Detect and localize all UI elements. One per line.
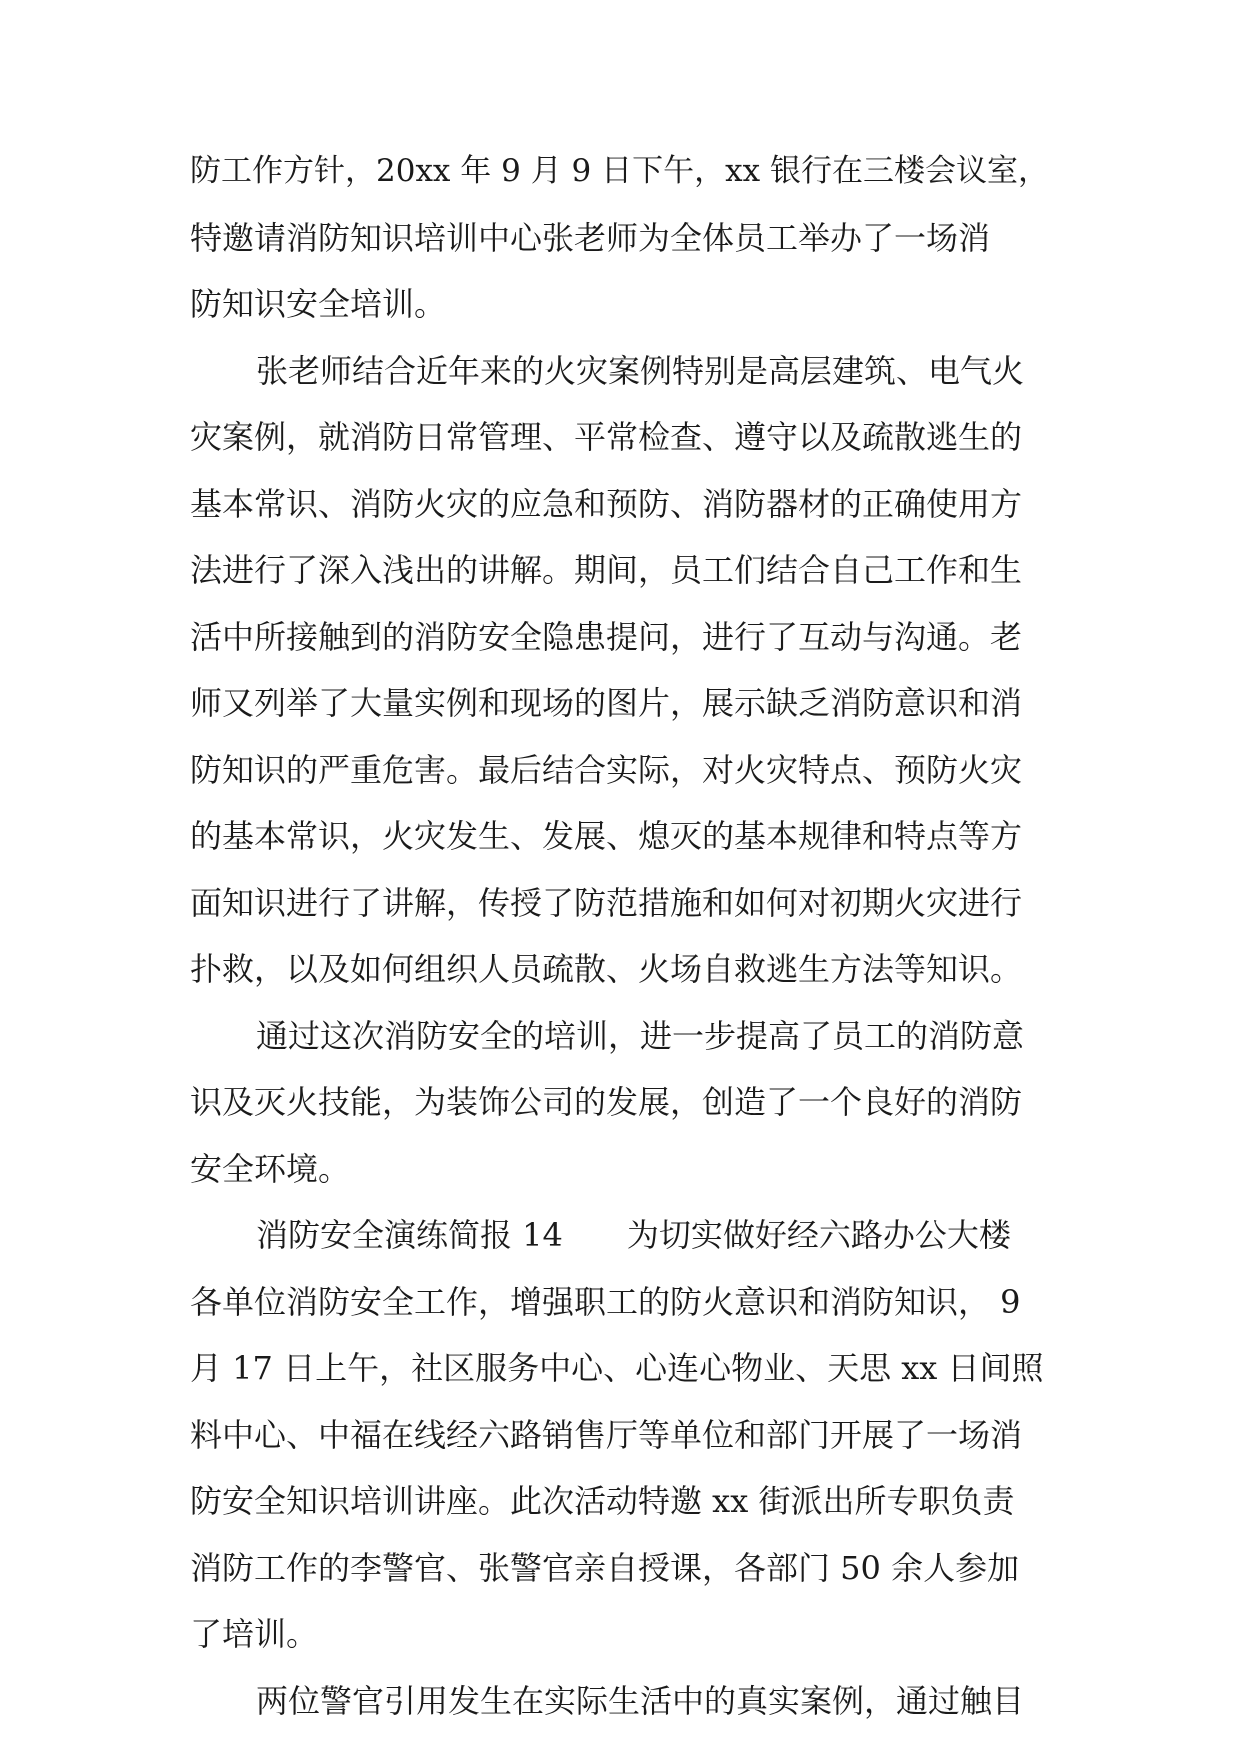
text-line: 各单位消防安全工作，增强职工的防火意识和消防知识， 9 xyxy=(190,1283,1021,1321)
text-line: 消防工作的李警官、张警官亲自授课，各部门 50 余人参加 xyxy=(190,1549,1020,1587)
text-line: 安全环境。 xyxy=(190,1150,351,1188)
text-line: 面知识进行了讲解，传授了防范措施和如何对初期火灾进行 xyxy=(190,884,1023,922)
text-line: 扑救，以及如何组织人员疏散、火场自救逃生方法等知识。 xyxy=(190,950,1023,988)
text-line: 张老师结合近年来的火灾案例特别是高层建筑、电气火 xyxy=(256,352,1025,390)
text-line: 月 17 日上午，社区服务中心、心连心物业、天思 xx 日间照 xyxy=(190,1349,1044,1387)
text-line: 特邀请消防知识培训中心张老师为全体员工举办了一场消 xyxy=(190,219,991,257)
text-line: 活中所接触到的消防安全隐患提问，进行了互动与沟通。老 xyxy=(190,618,1023,656)
text-line: 防工作方针，20xx 年 9 月 9 日下午，xx 银行在三楼会议室， xyxy=(190,153,1049,189)
text-line: 识及灭火技能，为装饰公司的发展，创造了一个良好的消防 xyxy=(190,1083,1023,1121)
text-line: 防知识的严重危害。最后结合实际，对火灾特点、预防火灾 xyxy=(190,751,1023,789)
text-line: 灾案例，就消防日常管理、平常检查、遵守以及疏散逃生的 xyxy=(190,418,1023,456)
text-line: 了培训。 xyxy=(190,1615,319,1653)
text-line: 师又列举了大量实例和现场的图片，展示缺乏消防意识和消 xyxy=(190,684,1023,722)
text-line: 两位警官引用发生在实际生活中的真实案例，通过触目 xyxy=(256,1682,1025,1720)
text-line: 防知识安全培训。 xyxy=(190,285,447,323)
text-line: 防安全知识培训讲座。此次活动特邀 xx 街派出所专职负责 xyxy=(190,1482,1015,1520)
text-line: 料中心、中福在线经六路销售厅等单位和部门开展了一场消 xyxy=(190,1416,1023,1454)
text-line: 法进行了深入浅出的讲解。期间，员工们结合自己工作和生 xyxy=(190,551,1023,589)
text-line: 的基本常识，火灾发生、发展、熄灭的基本规律和特点等方 xyxy=(190,817,1023,855)
text-line: 基本常识、消防火灾的应急和预防、消防器材的正确使用方 xyxy=(190,485,1023,523)
text-line: 消防安全演练简报 14 为切实做好经六路办公大楼 xyxy=(256,1216,1011,1254)
text-line: 通过这次消防安全的培训，进一步提高了员工的消防意 xyxy=(256,1017,1025,1055)
